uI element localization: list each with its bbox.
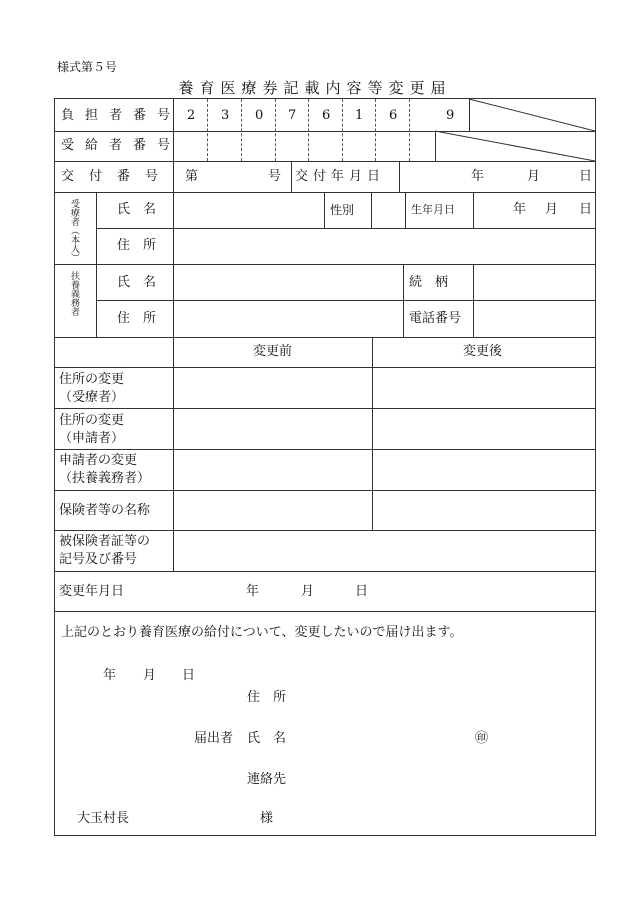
change-row-label: 住所の変更 [59, 372, 125, 387]
change-row-label: 申請者の変更 [59, 453, 138, 468]
month-label: 月 [545, 202, 559, 217]
change-row-sublabel: 記号及び番号 [59, 552, 138, 567]
recipient-number-label: 受給者番号 [61, 138, 182, 153]
contact-label: 連絡先 [247, 772, 287, 787]
burden-digit: 9 [446, 108, 455, 123]
change-row-sublabel: （扶養義務者） [59, 471, 151, 486]
burden-digit: 6 [389, 108, 398, 123]
recipient-address-label: 住 所 [117, 238, 157, 253]
addressee: 大玉村長 [77, 811, 130, 826]
burden-digit: 6 [322, 108, 331, 123]
guardian-address-label: 住 所 [117, 311, 157, 326]
issue-number-suffix: 号 [268, 169, 282, 184]
day-label: 日 [355, 584, 369, 599]
burden-digit: 7 [288, 108, 297, 123]
month-label: 月 [143, 668, 157, 683]
applicant-name-label: 氏 名 [247, 731, 287, 746]
burden-digit: 2 [187, 108, 196, 123]
form-title: 養育医療券記載内容等変更届 [178, 79, 452, 97]
year-label: 年 [103, 668, 117, 683]
issue-number-prefix: 第 [185, 169, 199, 184]
sex-label: 性別 [330, 203, 355, 217]
change-row-label: 住所の変更 [59, 413, 125, 428]
before-change-header: 変更前 [253, 344, 293, 359]
declaration-text: 上記のとおり養育医療の給付について、変更したいので届け出ます。 [61, 625, 463, 640]
day-label: 日 [579, 169, 593, 184]
change-row-label: 保険者等の名称 [59, 503, 151, 518]
recipient-name-label: 氏 名 [117, 202, 157, 217]
change-row-label: 被保険者証等の [59, 534, 151, 549]
day-label: 日 [182, 668, 196, 683]
year-label: 年 [471, 169, 485, 184]
issue-number-label: 交付番号 [61, 169, 174, 184]
month-label: 月 [301, 584, 315, 599]
year-label: 年 [246, 584, 260, 599]
form-table [54, 98, 596, 836]
honorific: 様 [260, 811, 274, 826]
burden-number-label: 負担者番号 [61, 108, 182, 123]
guardian-section-label: 扶養義務者 [69, 271, 79, 316]
relationship-label: 続 柄 [409, 275, 449, 290]
burden-digit: 0 [255, 108, 264, 123]
recipient-section-label: 受療者（本人） [69, 199, 79, 262]
after-change-header: 変更後 [463, 344, 503, 359]
applicant-address-label: 住 所 [247, 690, 287, 705]
burden-digit: 3 [221, 108, 230, 123]
month-label: 月 [527, 169, 541, 184]
burden-digit: 1 [355, 108, 364, 123]
guardian-name-label: 氏 名 [117, 275, 157, 290]
day-label: 日 [579, 202, 593, 217]
seal-mark: ㊞ [475, 731, 489, 746]
phone-number-label: 電話番号 [409, 311, 462, 326]
form-number: 様式第５号 [57, 60, 118, 74]
change-row-sublabel: （申請者） [59, 431, 125, 446]
issue-date-label: 交付年月日 [295, 169, 386, 184]
birth-date-label: 生年月日 [411, 203, 455, 216]
year-label: 年 [513, 202, 527, 217]
applicant-label: 届出者 [194, 731, 234, 746]
change-date-label: 変更年月日 [59, 584, 125, 599]
change-row-sublabel: （受療者） [59, 390, 125, 405]
